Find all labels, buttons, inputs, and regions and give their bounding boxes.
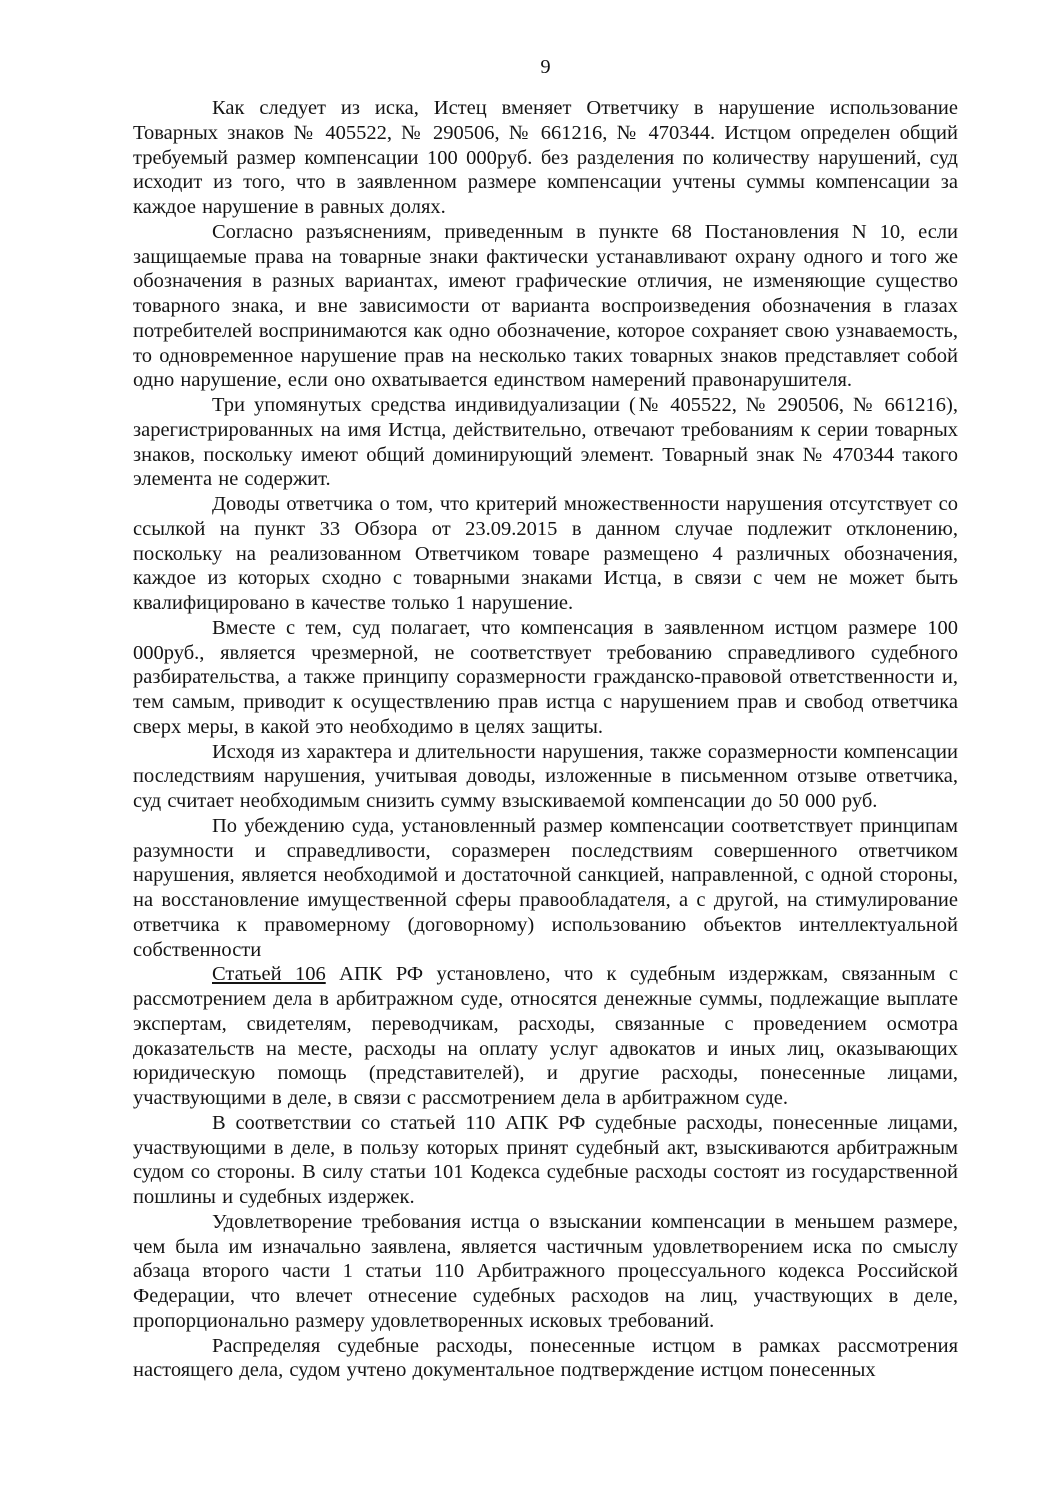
paragraph-4: Доводы ответчика о том, что критерий множественности нарушения отсутствует со ссылкой на пункт 33 Обзора от 23.09.2015 в данном случае подлежит отклонению, поскольку на реализованном Ответчиком товаре размещено 4 различных обозначения, каждое из которых сходно с товарными знаками Истца, в связи с чем не может быть квалифицировано в качестве только 1 нарушение. xyxy=(133,493,958,614)
paragraph-7: По убеждению суда, установленный размер компенсации соответствует принципам разумности и справедливости, соразмерен последствиям совершенного ответчиком нарушения, является необходимой и достаточной санкцией, направленной, с одной стороны, на восстановление имущественной сферы правообладателя, а с другой, на стимулирование ответчика к правомерному (договорному) использованию объектов интеллектуальной собственности xyxy=(133,814,958,961)
paragraph-11: Распределяя судебные расходы, понесенные истцом в рамках рассмотрения настоящего дела, судом учтено документальное подтверждение истцом понесенных xyxy=(133,1334,958,1382)
paragraph-1: Как следует из иска, Истец вменяет Ответчику в нарушение использование Товарных знаков № 405522, № 290506, № 661216, № 470344. Истцом определен общий требуемый размер компенсации 100 000руб. без разделения по количеству нарушений, суд исходит из того, что в заявленном размере компенсации учтены суммы компенсации за каждое нарушение в равных долях. xyxy=(133,97,958,218)
page-number: 9 xyxy=(540,56,551,78)
underlined-citation: Статьей 106 xyxy=(212,963,326,986)
paragraph-8-text: АПК РФ установлено, что к судебным издержкам, связанным с рассмотрением дела в арбитражном суде, относятся денежные суммы, подлежащие выплате экспертам, свидетелям, переводчикам, расходы, связанные с проведением осмотра доказательств на месте, расходы на оплату услуг адвокатов и иных лиц, оказывающих юридическую помощь (представителей), и другие расходы, понесенные лицами, участвующими в деле, в связи с рассмотрением дела в арбитражном суде. xyxy=(133,963,959,1109)
paragraph-2: Согласно разъяснениям, приведенным в пункте 68 Постановления N 10, если защищаемые права на товарные знаки фактически устанавливают охрану одного и того же обозначения в разных вариантах, имеют графические отличия, не изменяющие существо товарного знака, и вне зависимости от варианта воспроизведения обозначения в глазах потребителей воспринимаются как одно обозначение, которое сохраняет свою узнаваемость, то одновременное нарушение прав на несколько таких товарных знаков представляет собой одно нарушение, если оно охватывается единством намерений правонарушителя. xyxy=(133,220,958,392)
paragraph-8 xyxy=(133,962,958,1111)
paragraph-3: Три упомянутых средства индивидуализации (№ 405522, № 290506, № 661216), зарегистрированных на имя Истца, действительно, отвечают требованиям к серии товарных знаков, поскольку имеют общий доминирующий элемент. Товарный знак № 470344 такого элемента не содержит. xyxy=(133,394,958,491)
paragraph-5: Вместе с тем, суд полагает, что компенсация в заявленном истцом размере 100 000руб., является чрезмерной, не соответствует требованию справедливого судебного разбирательства, а также принципу соразмерности гражданско-правовой ответственности и, тем самым, приводит к осуществлению прав истца с нарушением прав и свобод ответчика сверх меры, в какой это необходимо в целях защиты. xyxy=(133,616,958,738)
paragraph-6: Исходя из характера и длительности нарушения, также соразмерности компенсации последствиям нарушения, учитывая доводы, изложенные в письменном отзыве ответчика, суд считает необходимым снизить сумму взыскиваемой компенсации до 50 000 руб. xyxy=(133,740,958,812)
paragraph-9: В соответствии со статьей 110 АПК РФ судебные расходы, понесенные лицами, участвующими в деле, в пользу которых принят судебный акт, взыскиваются арбитражным судом со стороны. В силу статьи 101 Кодекса судебные расходы состоят из государственной пошлины и судебных издержек. xyxy=(133,1111,958,1208)
paragraph-10: Удовлетворение требования истца о взыскании компенсации в меньшем размере, чем была им изначально заявлена, является частичным удовлетворением иска по смыслу абзаца второго части 1 статьи 110 Арбитражного процессуального кодекса Российской Федерации, что влечет отнесение судебных расходов на лиц, участвующих в деле, пропорционально размеру удовлетворенных исковых требований. xyxy=(133,1210,958,1332)
document-body xyxy=(133,96,958,1383)
